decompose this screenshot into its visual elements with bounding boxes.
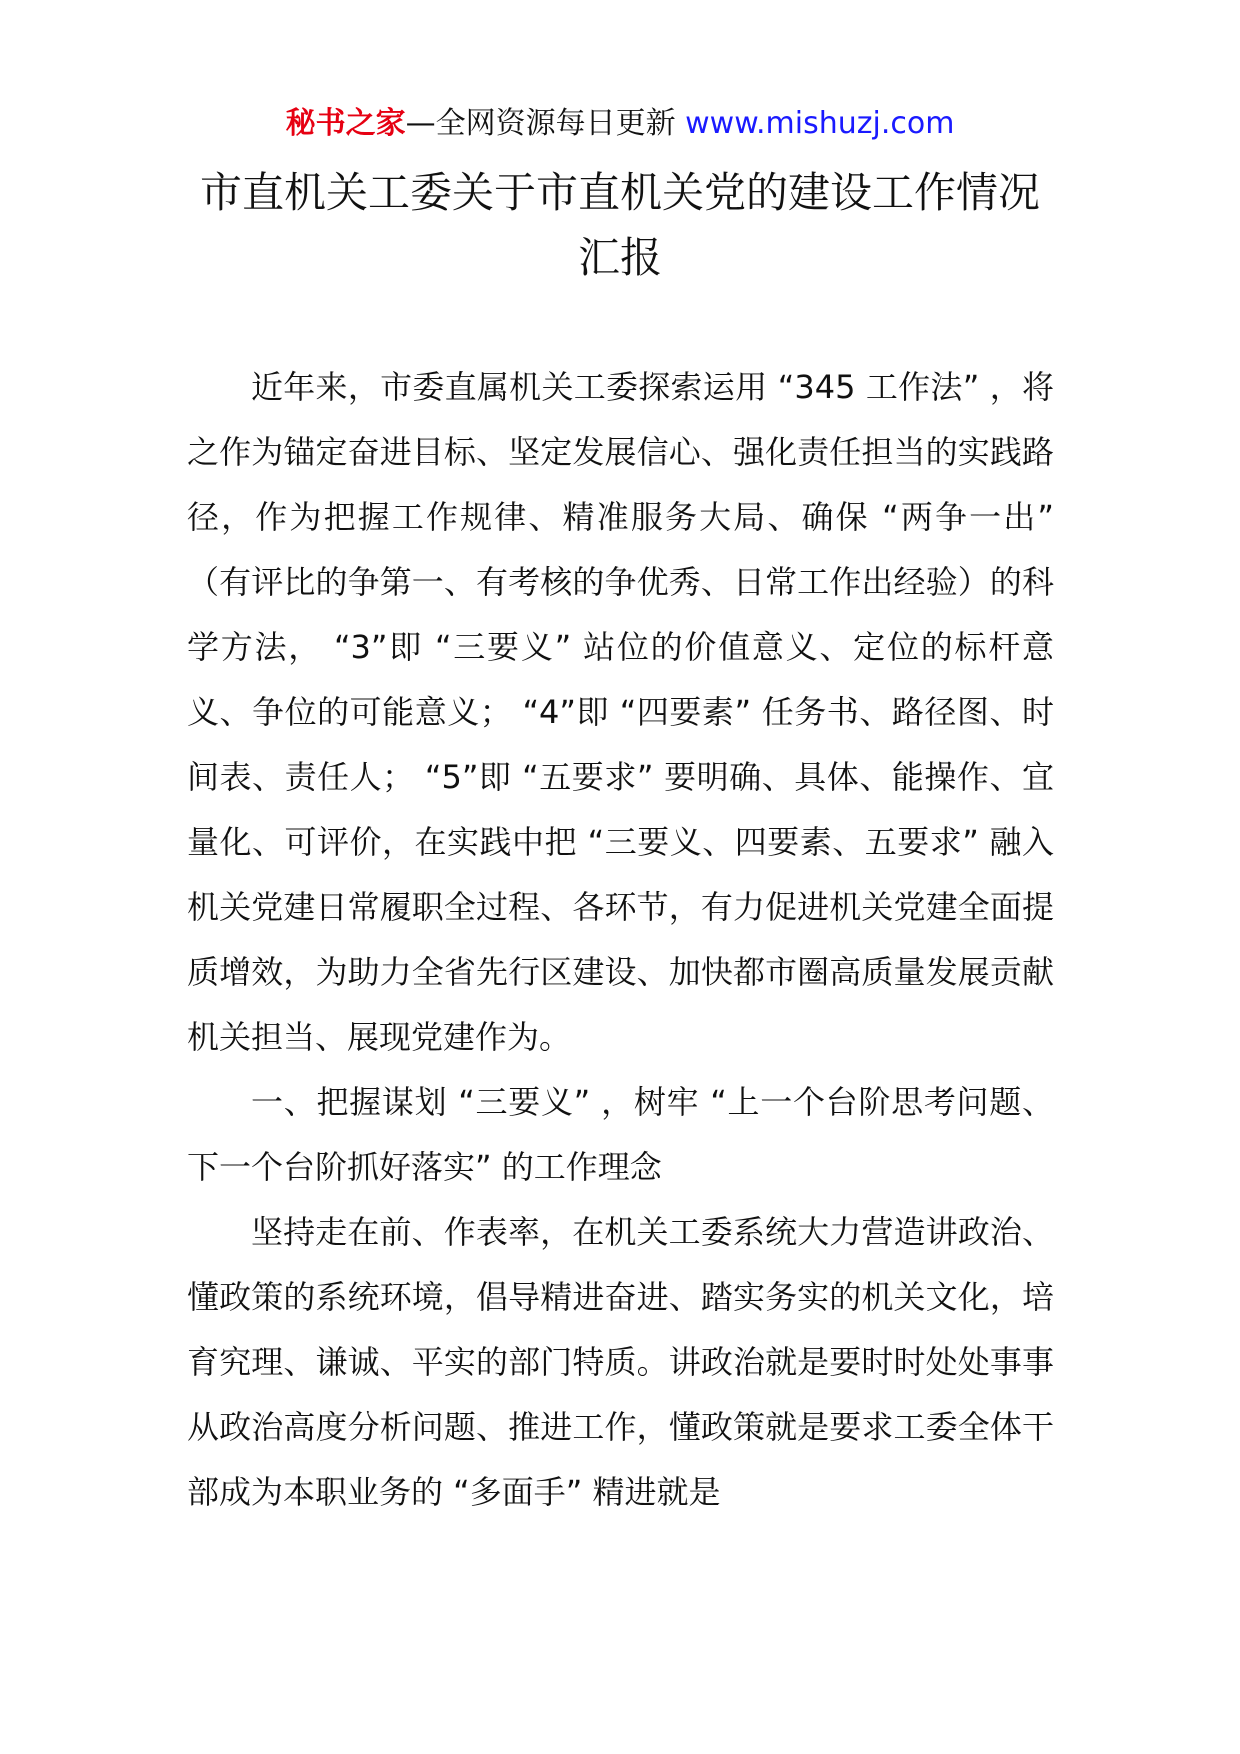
- header-slogan: —全网资源每日更新: [405, 106, 686, 141]
- document-title: [180, 160, 1060, 290]
- body-paragraph-intro: 近年来，市委直属机关工委探索运用 “345 工作法” ，将之作为锚定奋进目标、坚定发展信心、强化责任担当的实践路径，作为把握工作规律、精准服务大局、确保 “两争一出” （有评比的争第一、有考核的争优秀、日常工作出经验）的科学方法， “3”即 “三要义” 站位的价值意义、定位的标杆意义、争位的可能意义； “4”即 “四要素” 任务书、路径图、时间表、责任人； “5”即 “五要求” 要明确、具体、能操作、宜量化、可评价，在实践中把 “三要义、四要素、五要求” 融入机关党建日常履职全过程、各环节，有力促进机关党建全面提质增效，为助力全省先行区建设、加快都市圈高质量发展贡献机关担当、展现党建作为。: [187, 368, 1054, 1056]
- title-line-2: 汇报: [577, 233, 662, 282]
- header-brand: 秘书之家: [285, 106, 406, 141]
- title-line-1: 市直机关工委关于市直机关党的建设工作情况: [199, 168, 1040, 217]
- document-body: [187, 355, 1054, 1525]
- page-header: [0, 104, 1240, 144]
- header-url-link[interactable]: www.mishuzj.com: [685, 106, 955, 141]
- body-paragraph-section-1: 坚持走在前、作表率，在机关工委系统大力营造讲政治、懂政策的系统环境，倡导精进奋进、踏实务实的机关文化，培育究理、谦诚、平实的部门特质。讲政治就是要时时处处事事从政治高度分析问题、推进工作，懂政策就是要求工委全体干部成为本职业务的 “多面手” 精进就是: [187, 1213, 1054, 1511]
- section-heading-1: 一、把握谋划 “三要义” ，树牢 “上一个台阶思考问题、下一个台阶抓好落实” 的工作理念: [187, 1083, 1054, 1186]
